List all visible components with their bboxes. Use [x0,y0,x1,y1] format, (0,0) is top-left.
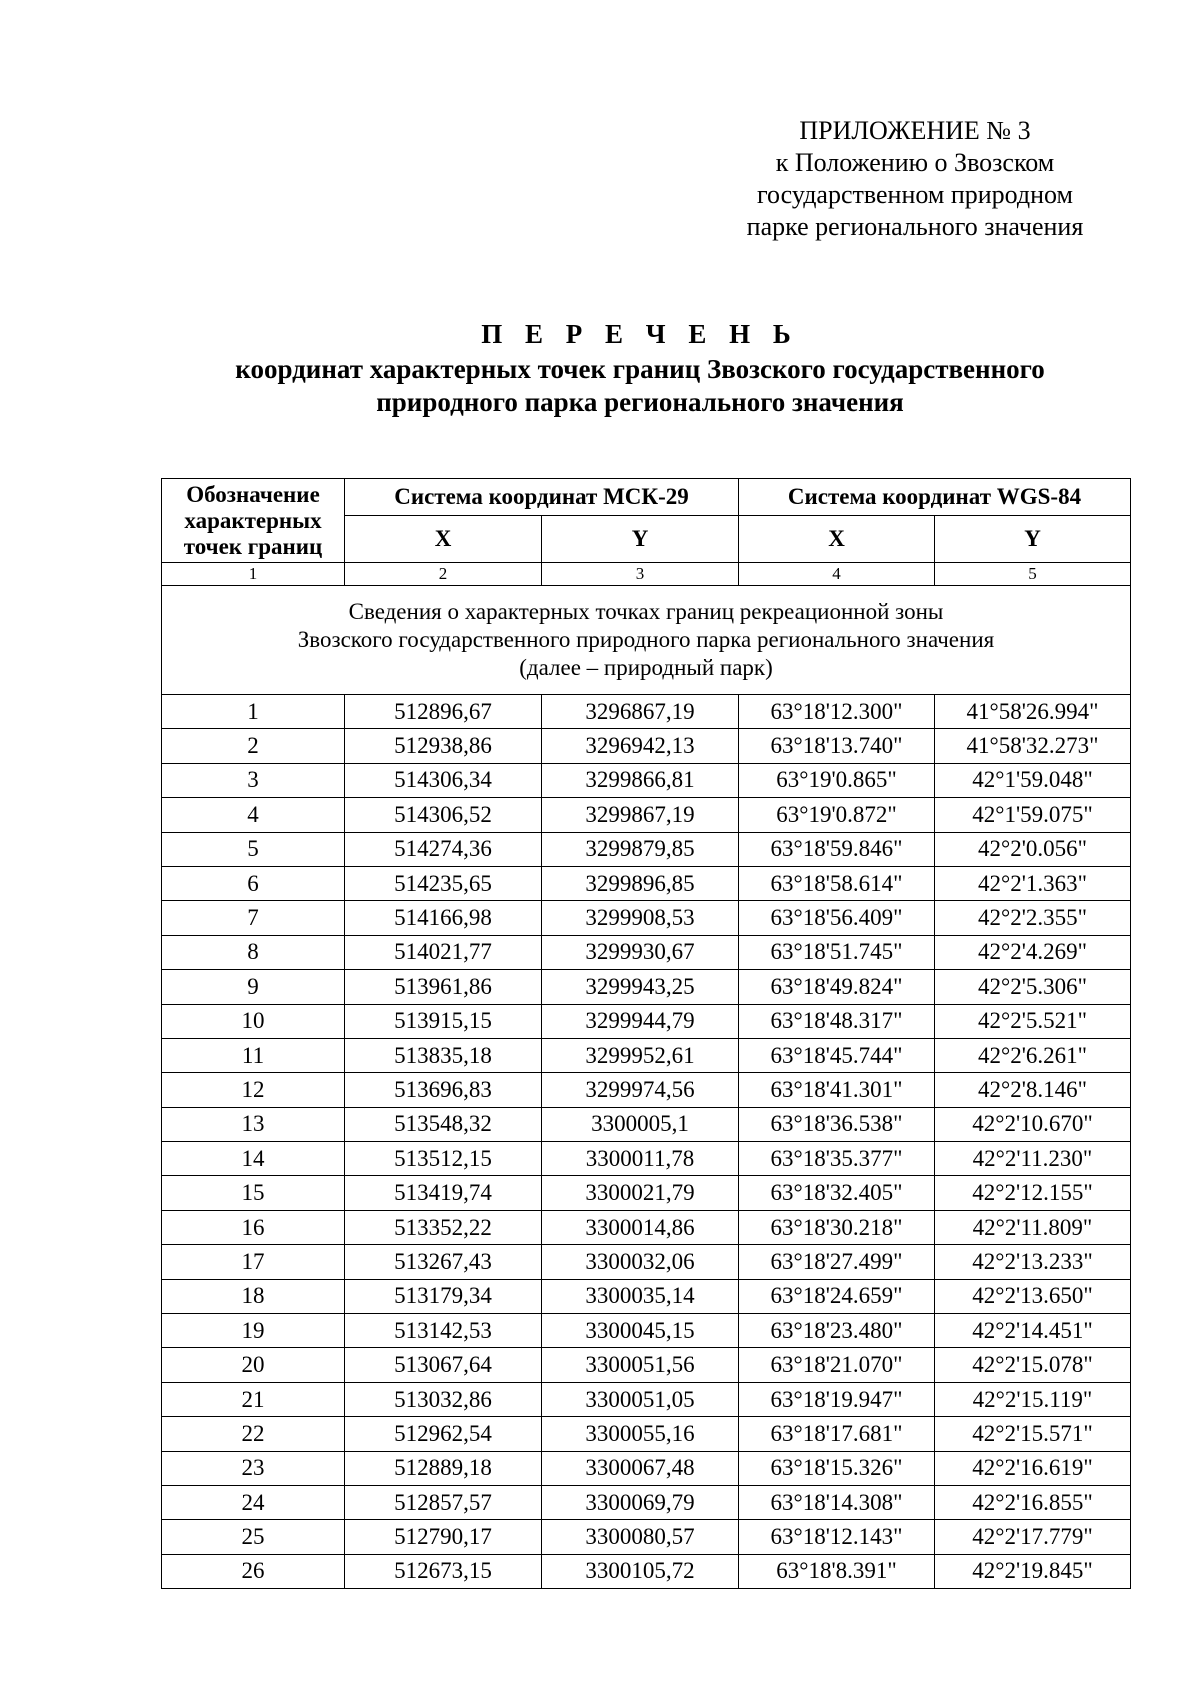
cell-wgs-x: 63°18'35.377" [739,1142,935,1176]
table-row [162,1004,1131,1038]
cell-point-number: 2 [162,729,345,763]
table-row [162,1348,1131,1382]
table-row [162,901,1131,935]
cell-wgs-x: 63°18'23.480" [739,1314,935,1348]
table-row [162,695,1131,729]
cell-point-number: 21 [162,1382,345,1416]
cell-wgs-y: 42°2'19.845" [935,1554,1131,1588]
cell-wgs-y: 42°2'11.809" [935,1210,1131,1244]
cell-wgs-y: 42°2'13.233" [935,1245,1131,1279]
header-point-line: точек границ [183,533,323,559]
cell-wgs-y: 42°2'17.779" [935,1520,1131,1554]
cell-wgs-x: 63°18'56.409" [739,901,935,935]
cell-wgs-y: 41°58'32.273" [935,729,1131,763]
cell-msk-y: 3300014,86 [542,1210,739,1244]
cell-wgs-y: 42°2'5.521" [935,1004,1131,1038]
cell-msk-y: 3300069,79 [542,1485,739,1519]
cell-point-number: 25 [162,1520,345,1554]
cell-wgs-x: 63°18'12.143" [739,1520,935,1554]
appendix-line: парке регионального значения [746,212,1084,241]
cell-msk-y: 3299944,79 [542,1004,739,1038]
table-row [162,1382,1131,1416]
cell-msk-y: 3300055,16 [542,1417,739,1451]
column-number: 4 [739,563,935,586]
table-row [162,1520,1131,1554]
table-row [162,1038,1131,1072]
cell-point-number: 3 [162,763,345,797]
cell-point-number: 16 [162,1210,345,1244]
cell-msk-y: 3299930,67 [542,935,739,969]
cell-wgs-x: 63°18'13.740" [739,729,935,763]
cell-point-number: 11 [162,1038,345,1072]
table-row [162,1210,1131,1244]
cell-msk-y: 3299974,56 [542,1073,739,1107]
cell-msk-y: 3299952,61 [542,1038,739,1072]
cell-msk-x: 512889,18 [345,1451,542,1485]
column-number-row [162,563,1131,586]
title-subtitle [150,353,1130,419]
section-heading-line: (далее – природный парк) [519,655,773,680]
cell-wgs-x: 63°18'36.538" [739,1107,935,1141]
section-heading-line: Сведения о характерных точках границ рекреационной зоны [348,599,944,624]
cell-wgs-x: 63°18'27.499" [739,1245,935,1279]
cell-wgs-x: 63°18'41.301" [739,1073,935,1107]
cell-wgs-y: 42°2'14.451" [935,1314,1131,1348]
cell-point-number: 8 [162,935,345,969]
cell-wgs-x: 63°19'0.865" [739,763,935,797]
cell-wgs-y: 42°2'16.619" [935,1451,1131,1485]
cell-msk-x: 512790,17 [345,1520,542,1554]
cell-wgs-y: 42°2'4.269" [935,935,1131,969]
table-row [162,1176,1131,1210]
appendix-line: ПРИЛОЖЕНИЕ № 3 [799,116,1031,145]
table-row [162,729,1131,763]
coordinates-table [161,478,1131,1589]
table-row [162,1245,1131,1279]
title-subtitle-line: координат характерных точек границ Звозского государственного [235,354,1045,384]
cell-point-number: 19 [162,1314,345,1348]
cell-msk-x: 513142,53 [345,1314,542,1348]
cell-point-number: 6 [162,866,345,900]
cell-msk-y: 3300032,06 [542,1245,739,1279]
cell-msk-y: 3299943,25 [542,970,739,1004]
table-row [162,1485,1131,1519]
table-header [162,479,1131,563]
cell-msk-x: 514235,65 [345,866,542,900]
table-row [162,1279,1131,1313]
cell-wgs-x: 63°18'58.614" [739,866,935,900]
cell-point-number: 14 [162,1142,345,1176]
section-heading [162,586,1131,695]
cell-msk-x: 514306,34 [345,763,542,797]
table-row [162,1554,1131,1588]
title-main: П Е Р Е Ч Е Н Ь [481,319,799,349]
cell-msk-y: 3300105,72 [542,1554,739,1588]
cell-wgs-y: 41°58'26.994" [935,695,1131,729]
cell-msk-x: 513915,15 [345,1004,542,1038]
document-title [150,318,1130,419]
table-row [162,763,1131,797]
cell-wgs-y: 42°2'13.650" [935,1279,1131,1313]
cell-wgs-x: 63°18'45.744" [739,1038,935,1072]
cell-msk-x: 512896,67 [345,695,542,729]
cell-msk-x: 513548,32 [345,1107,542,1141]
cell-msk-y: 3296867,19 [542,695,739,729]
cell-wgs-y: 42°2'11.230" [935,1142,1131,1176]
column-number: 1 [162,563,345,586]
cell-wgs-x: 63°18'19.947" [739,1382,935,1416]
cell-wgs-y: 42°2'1.363" [935,866,1131,900]
cell-point-number: 18 [162,1279,345,1313]
cell-wgs-y: 42°2'2.355" [935,901,1131,935]
table-row [162,935,1131,969]
cell-wgs-y: 42°2'0.056" [935,832,1131,866]
title-subtitle-line: природного парка регионального значения [376,387,904,417]
cell-point-number: 15 [162,1176,345,1210]
cell-msk-y: 3299879,85 [542,832,739,866]
cell-point-number: 5 [162,832,345,866]
cell-point-number: 24 [162,1485,345,1519]
table-row [162,832,1131,866]
cell-wgs-y: 42°2'15.571" [935,1417,1131,1451]
cell-wgs-y: 42°2'6.261" [935,1038,1131,1072]
cell-wgs-x: 63°18'30.218" [739,1210,935,1244]
table-row [162,1142,1131,1176]
table-row [162,1451,1131,1485]
cell-msk-x: 513267,43 [345,1245,542,1279]
cell-point-number: 7 [162,901,345,935]
header-wgs-x: X [739,516,935,563]
cell-point-number: 4 [162,798,345,832]
cell-msk-x: 513512,15 [345,1142,542,1176]
cell-msk-x: 512673,15 [345,1554,542,1588]
cell-wgs-y: 42°1'59.048" [935,763,1131,797]
cell-msk-x: 513067,64 [345,1348,542,1382]
cell-msk-y: 3300021,79 [542,1176,739,1210]
cell-wgs-x: 63°18'17.681" [739,1417,935,1451]
column-number: 2 [345,563,542,586]
cell-wgs-y: 42°2'5.306" [935,970,1131,1004]
appendix-header [720,115,1110,243]
cell-wgs-x: 63°18'14.308" [739,1485,935,1519]
header-wgs-y: Y [935,516,1131,563]
cell-msk-y: 3300080,57 [542,1520,739,1554]
cell-point-number: 9 [162,970,345,1004]
table-row [162,798,1131,832]
cell-wgs-x: 63°18'8.391" [739,1554,935,1588]
cell-wgs-y: 42°2'16.855" [935,1485,1131,1519]
cell-wgs-x: 63°18'59.846" [739,832,935,866]
cell-msk-y: 3300051,05 [542,1382,739,1416]
table-row [162,1314,1131,1348]
cell-msk-x: 512962,54 [345,1417,542,1451]
cell-wgs-y: 42°1'59.075" [935,798,1131,832]
table-body [162,563,1131,1589]
cell-msk-x: 513179,34 [345,1279,542,1313]
column-number: 3 [542,563,739,586]
cell-msk-x: 513032,86 [345,1382,542,1416]
cell-msk-x: 513961,86 [345,970,542,1004]
table-row [162,1417,1131,1451]
header-msk-y: Y [542,516,739,563]
cell-msk-x: 514306,52 [345,798,542,832]
cell-point-number: 23 [162,1451,345,1485]
cell-wgs-x: 63°18'12.300" [739,695,935,729]
cell-wgs-x: 63°18'21.070" [739,1348,935,1382]
cell-point-number: 22 [162,1417,345,1451]
appendix-line: к Положению о Звозском [775,148,1055,177]
cell-msk-y: 3299867,19 [542,798,739,832]
cell-point-number: 26 [162,1554,345,1588]
cell-point-number: 10 [162,1004,345,1038]
table-row [162,970,1131,1004]
cell-msk-y: 3300005,1 [542,1107,739,1141]
appendix-line: государственном природном [756,180,1074,209]
cell-msk-x: 513419,74 [345,1176,542,1210]
header-point-line: Обозначение [186,481,320,507]
cell-wgs-x: 63°18'32.405" [739,1176,935,1210]
cell-wgs-y: 42°2'15.078" [935,1348,1131,1382]
cell-msk-y: 3300011,78 [542,1142,739,1176]
header-msk-x: X [345,516,542,563]
table-row [162,1073,1131,1107]
cell-msk-x: 514166,98 [345,901,542,935]
cell-msk-y: 3299896,85 [542,866,739,900]
cell-msk-x: 513352,22 [345,1210,542,1244]
cell-msk-y: 3299866,81 [542,763,739,797]
header-point-designation [162,479,345,563]
cell-wgs-x: 63°18'49.824" [739,970,935,1004]
cell-point-number: 1 [162,695,345,729]
cell-msk-x: 512857,57 [345,1485,542,1519]
header-msk29: Система координат МСК-29 [345,479,739,516]
table-row [162,866,1131,900]
header-wgs84: Система координат WGS-84 [739,479,1131,516]
cell-msk-x: 514274,36 [345,832,542,866]
cell-wgs-y: 42°2'15.119" [935,1382,1131,1416]
cell-msk-y: 3300067,48 [542,1451,739,1485]
cell-wgs-y: 42°2'12.155" [935,1176,1131,1210]
section-heading-line: Звозского государственного природного парка регионального значения [297,627,995,652]
cell-wgs-y: 42°2'8.146" [935,1073,1131,1107]
column-number: 5 [935,563,1131,586]
cell-msk-x: 513835,18 [345,1038,542,1072]
cell-msk-y: 3299908,53 [542,901,739,935]
cell-wgs-x: 63°19'0.872" [739,798,935,832]
cell-msk-x: 512938,86 [345,729,542,763]
cell-wgs-x: 63°18'51.745" [739,935,935,969]
cell-wgs-x: 63°18'24.659" [739,1279,935,1313]
cell-msk-y: 3296942,13 [542,729,739,763]
cell-wgs-x: 63°18'15.326" [739,1451,935,1485]
cell-msk-y: 3300045,15 [542,1314,739,1348]
header-point-line: характерных [184,507,322,533]
cell-msk-x: 513696,83 [345,1073,542,1107]
cell-msk-y: 3300035,14 [542,1279,739,1313]
cell-wgs-y: 42°2'10.670" [935,1107,1131,1141]
cell-point-number: 20 [162,1348,345,1382]
cell-point-number: 17 [162,1245,345,1279]
cell-point-number: 13 [162,1107,345,1141]
cell-msk-x: 514021,77 [345,935,542,969]
cell-msk-y: 3300051,56 [542,1348,739,1382]
cell-wgs-x: 63°18'48.317" [739,1004,935,1038]
section-row [162,586,1131,695]
cell-point-number: 12 [162,1073,345,1107]
table-row [162,1107,1131,1141]
